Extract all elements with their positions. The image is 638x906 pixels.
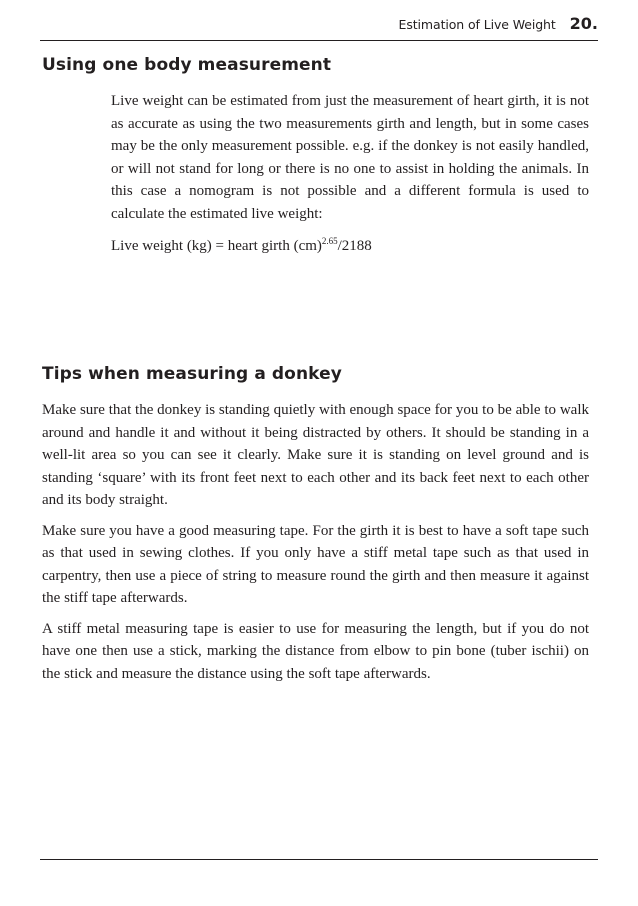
section-heading-tips: Tips when measuring a donkey (42, 364, 342, 384)
section-heading-one-measurement: Using one body measurement (42, 55, 332, 75)
page-number: 20. (569, 14, 598, 33)
running-header (399, 14, 598, 33)
footer-rule (40, 859, 598, 860)
tips-body (42, 399, 589, 693)
section-one-body (111, 90, 589, 268)
tips-paragraph: Make sure you have a good measuring tape. For the girth it is best to have a soft tape such as that used in sewing clothes. If you only have a stiff metal tape such as that used in carpentry, then use a piece of string to measure round the girth and then measure it against the stiff tape afterwards. (42, 522, 589, 606)
formula-prefix: Live weight (kg) = heart girth (cm) (111, 238, 322, 254)
section-one-paragraph: Live weight can be estimated from just the measurement of heart girth, it is not as accurate as using the two measurements girth and length, but in some cases may be the only measurement possible. e.g. if the donkey is not easily handled, or will not stand for long or there is no one to assist in holding the animals. In this case a nomogram is not possible and a different formula is used to calculate the estimated live weight: (111, 93, 589, 222)
formula-suffix: /2188 (337, 238, 372, 254)
header-rule (40, 40, 598, 41)
tips-paragraph: Make sure that the donkey is standing quietly with enough space for you to be able to walk around and handle it and without it being distracted by others. It should be standing in a well-lit area so you can see it clearly. Make sure it is standing on level ground and is standing ‘square’ with its front feet next to each other and its back feet next to each other and its body straight. (42, 402, 589, 508)
formula-exponent: 2.65 (321, 236, 338, 246)
tips-paragraph: A stiff metal measuring tape is easier to use for measuring the length, but if you do not have one then use a stick, marking the distance from elbow to pin bone (tuber ischii) on the stick and measure the distance using the soft tape afterwards. (42, 620, 589, 682)
running-title: Estimation of Live Weight (398, 17, 556, 32)
live-weight-formula (111, 235, 589, 258)
